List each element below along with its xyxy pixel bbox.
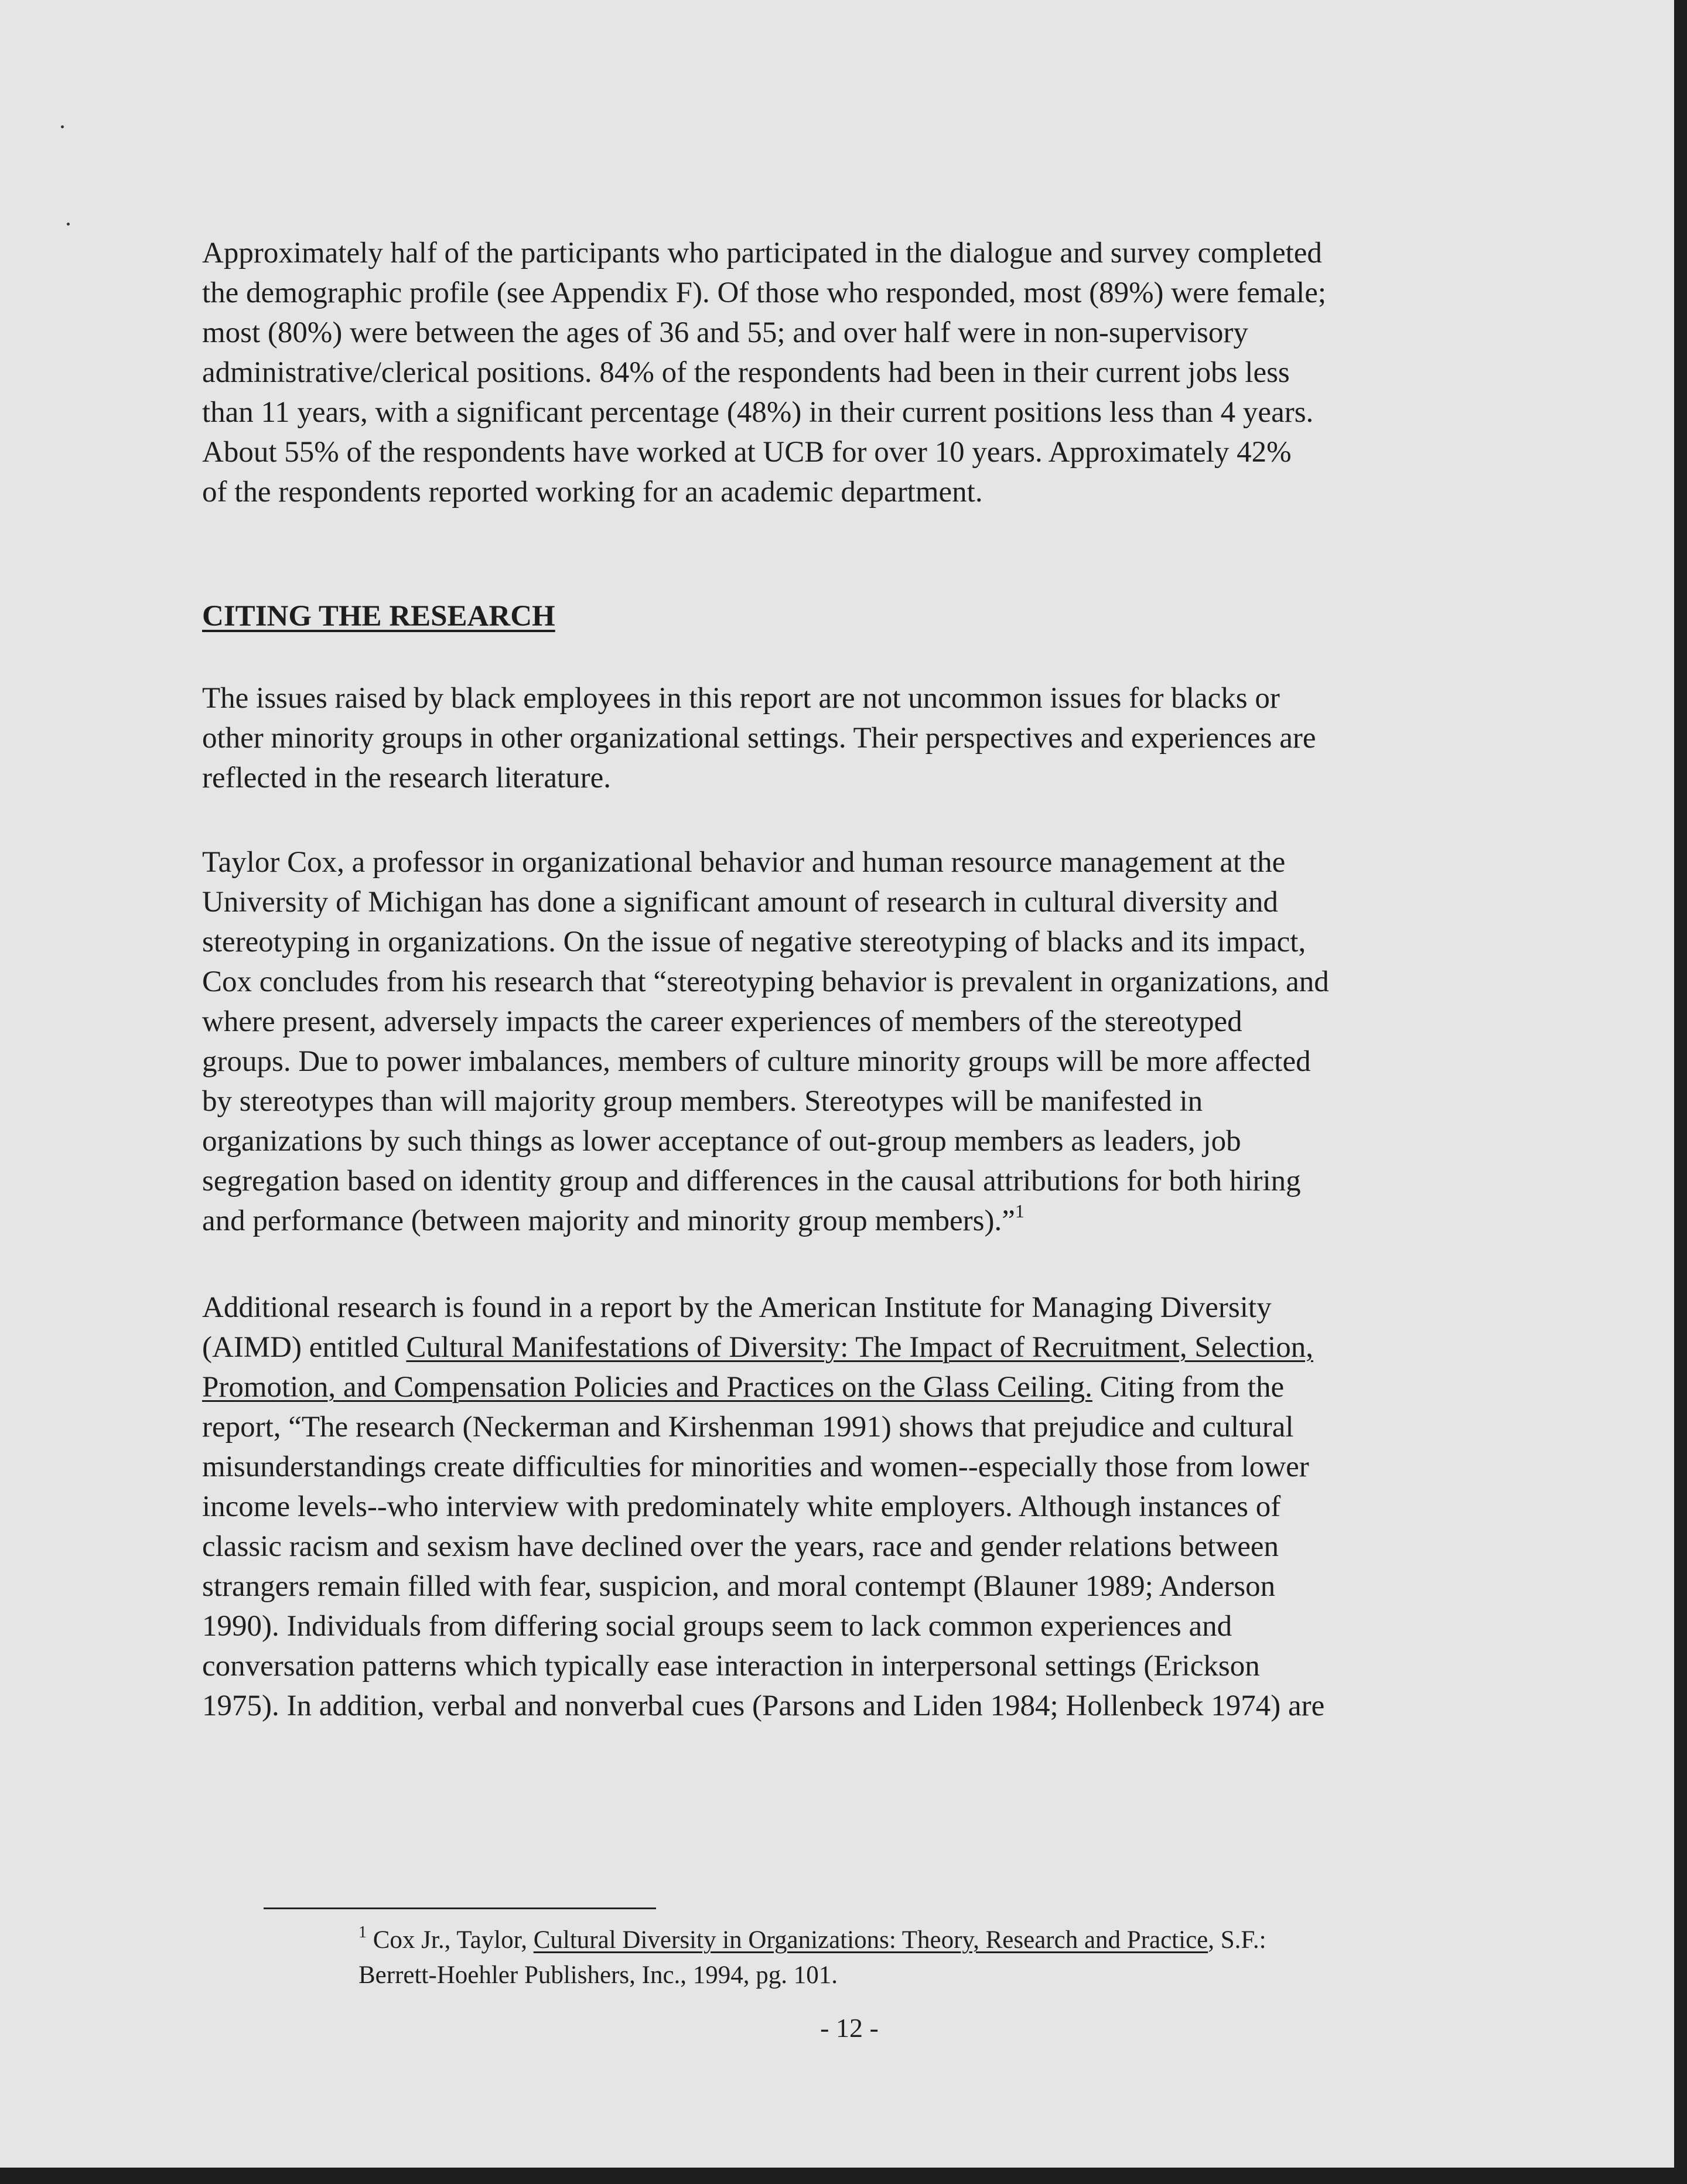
- text-line: 1975). In addition, verbal and nonverbal cues (Parsons and Liden 1984; Hollenbeck 1974) are: [202, 1690, 1325, 1722]
- scan-speck: [61, 125, 64, 128]
- text-line: by stereotypes than will majority group members. Stereotypes will be manifested in: [202, 1085, 1203, 1118]
- footnote-reference[interactable]: 1: [1015, 1200, 1025, 1221]
- text-line: segregation based on identity group and differences in the causal attributions for both hiring: [202, 1165, 1301, 1197]
- text-line: The issues raised by black employees in this report are not uncommon issues for blacks or: [202, 682, 1280, 715]
- report-title: Cultural Manifestations of Diversity: The Impact of Recruitment, Selection,: [406, 1331, 1313, 1364]
- text-line: most (80%) were between the ages of 36 and 55; and over half were in non-supervisory: [202, 316, 1248, 349]
- footnote-divider: [264, 1907, 656, 1909]
- text-line: than 11 years, with a significant percentage (48%) in their current positions less than 4 years.: [202, 396, 1314, 429]
- text-line: Cox concludes from his research that “stereotyping behavior is prevalent in organizations, and: [202, 965, 1329, 998]
- text-line: Approximately half of the participants who participated in the dialogue and survey completed: [202, 237, 1322, 269]
- page-number: - 12 -: [820, 2013, 879, 2043]
- text-line: reflected in the research literature.: [202, 762, 611, 794]
- scan-speck: [67, 223, 70, 226]
- text-line: conversation patterns which typically ease interaction in interpersonal settings (Erickson: [202, 1650, 1260, 1683]
- text-line: classic racism and sexism have declined over the years, race and gender relations between: [202, 1530, 1279, 1563]
- footnote-place: , S.F.:: [1208, 1926, 1266, 1954]
- text-line: [202, 1367, 1444, 1407]
- paragraph-taylor-cox: [202, 842, 1444, 1241]
- text-line: the demographic profile (see Appendix F). Of those who responded, most (89%) were female;: [202, 277, 1327, 309]
- text-line: administrative/clerical positions. 84% of the respondents had been in their current jobs less: [202, 356, 1290, 389]
- text-segment: Citing from the: [1092, 1371, 1285, 1404]
- text-line: University of Michigan has done a significant amount of research in cultural diversity and: [202, 886, 1278, 919]
- footnote-line: Berrett-Hoehler Publishers, Inc., 1994, pg. 101.: [358, 1961, 838, 1989]
- footnote-line: [358, 1923, 1460, 1958]
- text-line: where present, adversely impacts the career experiences of members of the stereotyped: [202, 1005, 1242, 1038]
- text-line: groups. Due to power imbalances, members of culture minority groups will be more affected: [202, 1045, 1311, 1078]
- text-line: of the respondents reported working for an academic department.: [202, 476, 983, 509]
- text-line: income levels--who interview with predominately white employers. Although instances of: [202, 1490, 1281, 1523]
- section-heading: CITING THE RESEARCH: [202, 600, 555, 633]
- text-line: [202, 1328, 1444, 1367]
- text-line: report, “The research (Neckerman and Kirshenman 1991) shows that prejudice and cultural: [202, 1411, 1294, 1444]
- text-segment: (AIMD) entitled: [202, 1331, 407, 1364]
- text-line: [202, 1201, 1444, 1241]
- text-line: Taylor Cox, a professor in organizational behavior and human resource management at the: [202, 846, 1286, 879]
- text-line: organizations by such things as lower acceptance of out-group members as leaders, job: [202, 1125, 1241, 1158]
- text-line: other minority groups in other organizational settings. Their perspectives and experiences are: [202, 722, 1316, 755]
- text-line: Additional research is found in a report by the American Institute for Managing Diversity: [202, 1291, 1272, 1324]
- footnote-author: Cox Jr., Taylor,: [367, 1926, 534, 1954]
- text-line: About 55% of the respondents have worked at UCB for over 10 years. Approximately 42%: [202, 436, 1292, 469]
- text-line: strangers remain filled with fear, suspicion, and moral contempt (Blauner 1989; Anderson: [202, 1570, 1276, 1603]
- footnote-marker: 1: [358, 1923, 367, 1941]
- paragraph-issues: [202, 678, 1444, 798]
- text-line: stereotyping in organizations. On the issue of negative stereotyping of blacks and its impact,: [202, 926, 1306, 958]
- footnote-book-title: Cultural Diversity in Organizations: Theory, Research and Practice: [533, 1926, 1208, 1954]
- text-line: misunderstandings create difficulties for minorities and women--especially those from lower: [202, 1451, 1309, 1483]
- text-line: 1990). Individuals from differing social groups seem to lack common experiences and: [202, 1610, 1232, 1643]
- report-title-continued: Promotion, and Compensation Policies and Practices on the Glass Ceiling.: [202, 1371, 1092, 1404]
- text-line-content: and performance (between majority and minority group members).”: [202, 1204, 1015, 1237]
- paragraph-demographics: [202, 233, 1444, 512]
- paragraph-aimd: [202, 1288, 1444, 1726]
- footnote: [358, 1923, 1460, 1993]
